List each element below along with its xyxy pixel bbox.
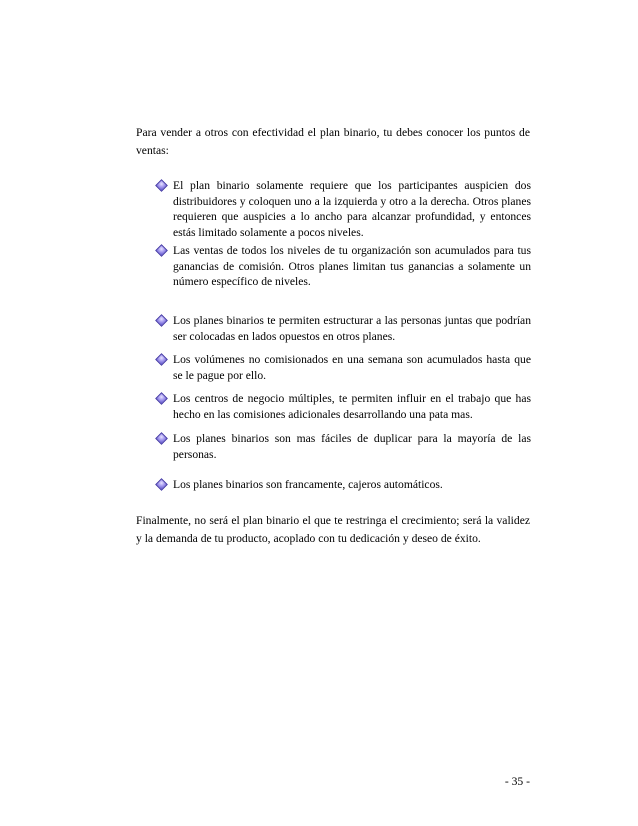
diamond-bullet-icon — [155, 313, 173, 329]
intro-paragraph: Para vender a otros con efectividad el plan binario, tu debes conocer los puntos de ventas: — [136, 126, 530, 157]
bullet-item — [155, 352, 531, 383]
bullet-item — [155, 431, 531, 462]
bullet-text: Las ventas de todos los niveles de tu organización son acumulados para tus ganancias de comisión. Otros planes limitan tus ganancias a solamente un número específico de niveles. — [173, 244, 531, 288]
bullet-text: Los planes binarios son francamente, cajeros automáticos. — [173, 478, 443, 491]
bullet-item — [155, 477, 531, 493]
diamond-bullet-icon — [155, 477, 173, 493]
bullet-item — [155, 178, 531, 240]
bullet-text: Los centros de negocio múltiples, te permiten influir en el trabajo que has hecho en las comisiones adicionales desarrollando una pata mas. — [173, 392, 531, 421]
bullet-item — [155, 313, 531, 344]
bullet-text: El plan binario solamente requiere que los participantes auspicien dos distribuidores y coloquen uno a la izquierda y otro a la derecha. Otros planes requieren que auspicies a lo ancho para alcanzar profundidad, y entonces estás limitado solamente a pocos niveles. — [173, 179, 531, 239]
bullet-text: Los planes binarios son mas fáciles de duplicar para la mayoría de las personas. — [173, 432, 531, 461]
diamond-bullet-icon — [155, 352, 173, 368]
closing-paragraph: Finalmente, no será el plan binario el que te restringa el crecimiento; será la validez y la demanda de tu producto, acoplado con tu dedicación y deseo de éxito. — [136, 514, 530, 545]
bullet-item — [155, 391, 531, 422]
diamond-bullet-icon — [155, 243, 173, 259]
page-number: - 35 - — [504, 775, 530, 788]
bullet-item — [155, 243, 531, 290]
diamond-bullet-icon — [155, 391, 173, 407]
diamond-bullet-icon — [155, 178, 173, 194]
diamond-bullet-icon — [155, 431, 173, 447]
bullet-text: Los volúmenes no comisionados en una semana son acumulados hasta que se le pague por ello. — [173, 353, 531, 382]
bullet-text: Los planes binarios te permiten estructurar a las personas juntas que podrían ser colocadas en lados opuestos en otros planes. — [173, 314, 531, 343]
